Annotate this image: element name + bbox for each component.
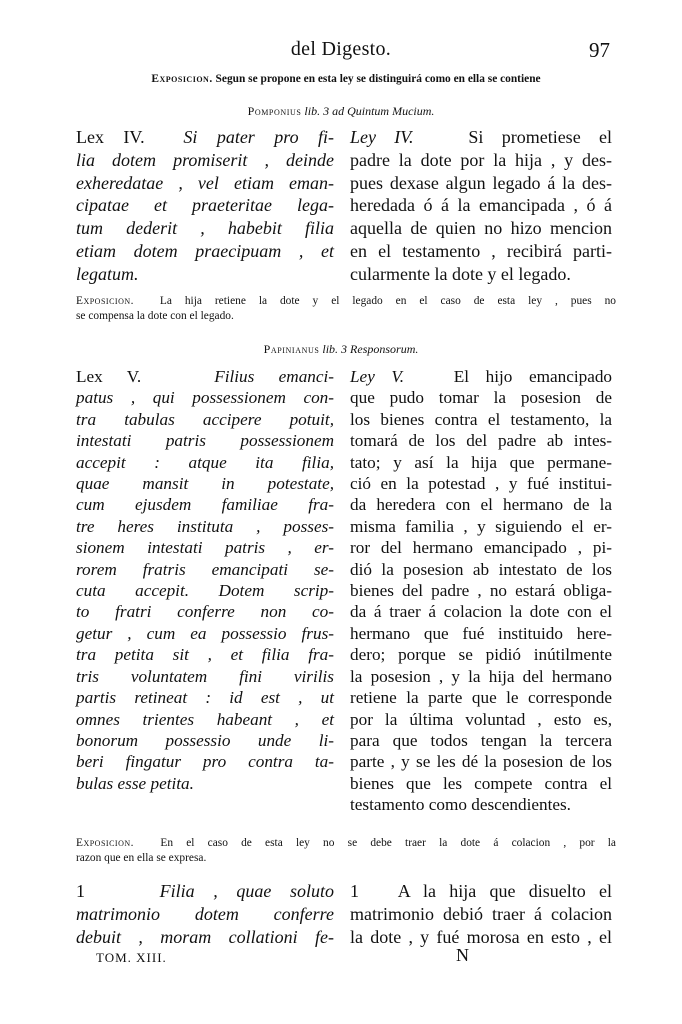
source-author: Papinianus	[263, 342, 320, 356]
lex-iv-latin	[76, 126, 334, 286]
exposicion-line: se compensa la dote con el legado.	[76, 310, 234, 322]
latin-line: cum ejusdem familiae fra-	[76, 495, 334, 515]
running-header: del Digesto.	[290, 38, 392, 60]
latin-line: tre heres instituta , posses-	[76, 516, 334, 536]
spanish-line: bienes del padre , no estará obliga-	[350, 581, 612, 601]
source-author: Pomponius	[247, 104, 302, 118]
spanish-line: matrimonio debió traer á colacion	[350, 903, 612, 924]
spanish-line: la posesion , y la hija del hermano	[350, 666, 612, 686]
exposicion-bottom	[76, 836, 616, 866]
spanish-line: aquella de quien no hizo mencion	[350, 218, 612, 239]
latin-line: omnes trientes habeant , et	[76, 709, 334, 729]
spanish-line: Ley V. El hijo emancipado	[350, 367, 613, 386]
spanish-line: la dote , y fué morosa en esto , el	[350, 926, 612, 947]
latin-line: quae mansit in potestate,	[76, 474, 334, 494]
latin-line: tra petita sit , et filia fra-	[76, 645, 334, 665]
latin-line: lia dotem promiserit , deinde	[76, 149, 334, 170]
latin-line: to fratri conferre non co-	[76, 602, 334, 622]
spanish-line: testamento como descendientes.	[350, 795, 571, 815]
spanish-line: retiene la parte que le corresponde	[350, 688, 612, 708]
spanish-line: da heredera con el hermano de la	[350, 495, 612, 515]
spanish-line: hermano que fué instituido here-	[350, 623, 612, 643]
latin-line: exheredatae , vel etiam eman-	[76, 172, 334, 193]
ley-heading: Ley V.	[350, 367, 404, 386]
latin-line: cuta accepit. Dotem scrip-	[76, 581, 334, 601]
latin-line: Lex V. Filius emanci-	[76, 367, 335, 386]
latin-line: partis retineat : id est , ut	[76, 688, 334, 708]
spanish-line: los bienes contra el testamento, la	[350, 409, 612, 429]
latin-line: Lex IV. Si pater pro fi-	[76, 127, 334, 147]
latin-line: patus , qui possessionem con-	[76, 388, 334, 408]
ley-iv-spanish	[350, 126, 612, 286]
spanish-line: pues dexase algun legado á la des-	[350, 172, 612, 193]
spanish-line: bienes que les compete contra el	[350, 773, 612, 793]
spanish-line: por la última voluntad , esto es,	[350, 709, 612, 729]
spanish-line: parte , y se les dé la posesion de los	[350, 752, 612, 772]
spanish-line: ció en la potestad , y fué institui-	[350, 474, 612, 494]
source-reference: lib. 3 Responsorum.	[322, 342, 419, 356]
latin-line: tra tabulas accipere potuit,	[76, 409, 334, 429]
exposicion-text: Segun se propone en esta ley se distinguirá como en ella se contiene	[215, 73, 541, 85]
spanish-line: tomará de los del padre ab intes-	[350, 431, 612, 451]
latin-line: cipatae et praeteritae lega-	[76, 195, 334, 216]
exposicion-label: Exposicion.	[151, 73, 213, 85]
ley-heading: Ley IV.	[350, 127, 414, 147]
latin-line: 1 Filia , quae soluto	[76, 881, 335, 901]
spanish-line: 1 A la hija que disuelto el	[350, 881, 612, 901]
latin-line: sionem intestati patris , er-	[76, 538, 334, 558]
exposicion-label: Exposicion.	[76, 837, 134, 849]
latin-line: intestati patris possessionem	[76, 431, 334, 451]
latin-line: beri fingatur pro contra ta-	[76, 752, 334, 772]
latin-line: matrimonio dotem conferre	[76, 903, 334, 924]
section-1-latin	[76, 880, 334, 948]
latin-line: tum dederit , habebit filia	[76, 218, 334, 239]
spanish-line: ror del hermano emancipado , pi-	[350, 538, 612, 558]
spanish-line: misma familia , y siguiendo el er-	[350, 516, 612, 536]
spanish-line: da á traer á colacion la dote con el	[350, 602, 612, 622]
lex-v-latin	[76, 366, 334, 794]
exposicion-label: Exposicion.	[76, 295, 134, 307]
spanish-line: tato; y así la hija que permane-	[350, 452, 612, 472]
section-number: 1	[350, 881, 359, 901]
spanish-line: Ley IV. Si prometiese el	[350, 127, 612, 147]
spanish-line: para que todos tengan la tercera	[350, 730, 612, 750]
exposicion-mid	[76, 294, 616, 324]
lex-heading: Lex V.	[76, 367, 142, 386]
latin-line: bulas esse petita.	[76, 773, 194, 793]
latin-line: rorem fratris emancipati se-	[76, 559, 334, 579]
exposicion-line: Exposicion. La hija retiene la dote y el legado en el caso de esta ley , pues no	[76, 295, 616, 307]
spanish-line: dero; porque se pidió inútilmente	[350, 645, 612, 665]
latin-line: bonorum possessio unde li-	[76, 730, 334, 750]
spanish-line: dió la posesion ab intestato de los	[350, 559, 612, 579]
exposicion-top	[76, 72, 616, 87]
exposicion-line: Exposicion. En el caso de esta ley no se debe traer la dote á colacion , por la	[76, 837, 616, 849]
latin-line: getur , cum ea possessio frus-	[76, 623, 334, 643]
volume-footer: TOM. XIII.	[96, 950, 167, 965]
source-citation-1	[0, 104, 682, 119]
page-number: 97	[589, 38, 610, 62]
source-citation-2	[0, 342, 682, 357]
source-reference: lib. 3 ad Quintum Mucium.	[304, 104, 435, 118]
spanish-line: en el testamento , recibirá parti-	[350, 240, 612, 261]
spanish-line: cularmente la dote y el legado.	[350, 263, 571, 284]
section-number: 1	[76, 881, 85, 901]
ley-v-spanish	[350, 366, 612, 816]
latin-line: legatum.	[76, 263, 139, 284]
spanish-line: heredada ó á la emancipada , ó á	[350, 195, 612, 216]
spanish-line: padre la dote por la hija , y des-	[350, 149, 612, 170]
spanish-line: que pudo tomar la posesion de	[350, 388, 612, 408]
lex-heading: Lex IV.	[76, 127, 145, 147]
exposicion-line: razon que en ella se expresa.	[76, 852, 207, 864]
latin-line: tris voluntatem fini virilis	[76, 666, 334, 686]
section-1-spanish	[350, 880, 612, 948]
latin-line: etiam dotem praecipuam , et	[76, 240, 334, 261]
signature-mark: N	[456, 945, 469, 965]
latin-line: debuit , moram collationi fe-	[76, 926, 334, 947]
latin-line: accepit : atque ita filia,	[76, 452, 334, 472]
